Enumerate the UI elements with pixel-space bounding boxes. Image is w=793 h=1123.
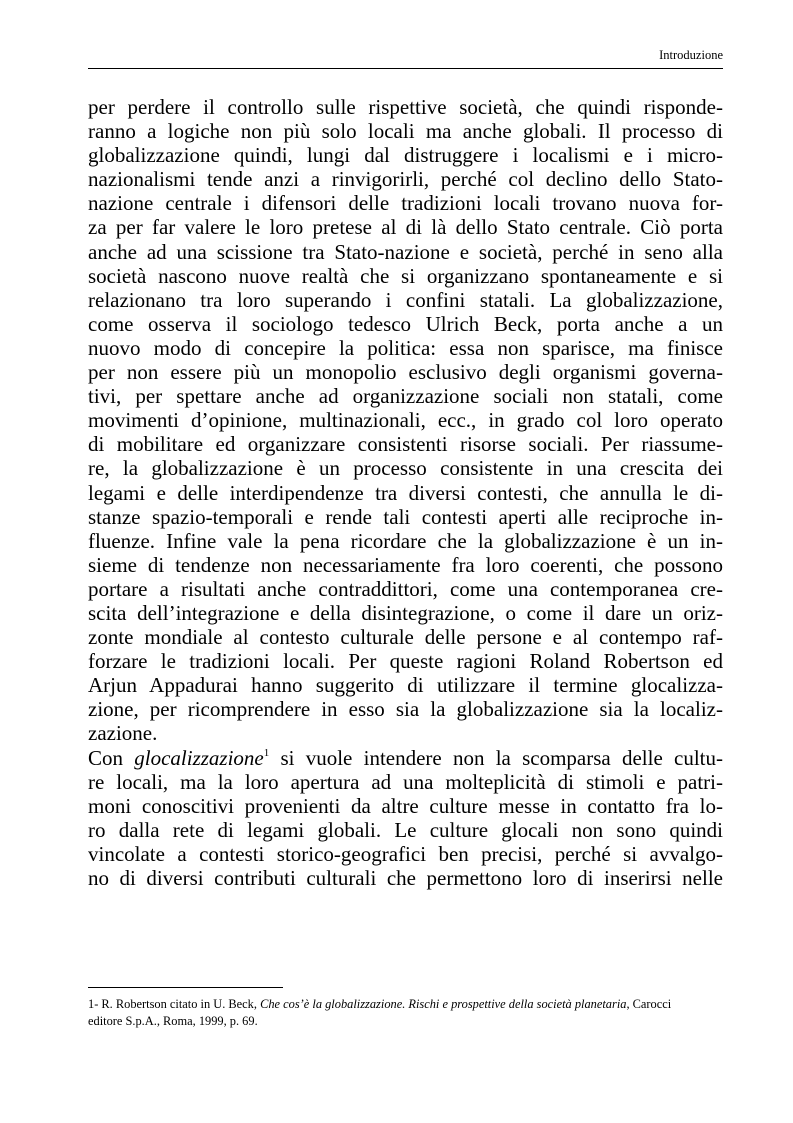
text-line: fluenze. Infine vale la pena ricordare che la globalizzazione è un in- (88, 528, 723, 553)
text-line: zonte mondiale al contesto culturale delle persone e al contempo raf- (88, 625, 723, 650)
text-line: forzare le tradizioni locali. Per queste ragioni Roland Robertson ed (88, 649, 723, 674)
text-line: come osserva il sociologo tedesco Ulrich Beck, porta anche a un (88, 311, 723, 336)
text-line: relazionano tra loro superando i confini statali. La globalizzazione, (88, 287, 723, 312)
running-header (88, 48, 723, 69)
text-line: sieme di tendenze non necessariamente fra loro coerenti, che possono (88, 552, 723, 577)
footnote-ref[interactable]: 1 (263, 746, 270, 759)
text-line: per perdere il controllo sulle rispettive società, che quindi risponde- (88, 95, 723, 119)
footnote-book-title: Che cos’è la globalizzazione. Rischi e prospettive della società planetaria (260, 997, 627, 1011)
text-line: portare a risultati anche contraddittori, come una contemporanea cre- (88, 576, 723, 601)
text-line: nazione centrale i difensori delle tradizioni locali trovano nuova for- (88, 191, 723, 216)
text-line: legami e delle interdipendenze tra diversi contesti, che annulla le di- (88, 480, 723, 505)
text-line: zione, per ricomprendere in esso sia la globalizzazione sia la localiz- (88, 697, 723, 722)
text-line: di mobilitare ed organizzare consistenti risorse sociali. Per riassume- (88, 432, 723, 457)
text-line: per non essere più un monopolio esclusivo degli organismi governa- (88, 360, 723, 385)
text-line: globalizzazione quindi, lungi dal distruggere i localismi e i micro- (88, 143, 723, 168)
text-line: movimenti d’opinione, multinazionali, ecc., in grado col loro operato (88, 408, 723, 433)
text-line: anche ad una scissione tra Stato-nazione e società, perché in seno alla (88, 239, 723, 264)
text-line: moni conoscitivi provenienti da altre culture messe in contatto fra lo- (88, 793, 723, 818)
paragraph-end-line: zazione. (88, 721, 158, 746)
text-line: società nascono nuove realtà che si organizzano spontaneamente e si (88, 263, 723, 288)
glocalizzazione-term: glocalizzazione (134, 745, 264, 770)
paragraph-start-line (88, 746, 723, 770)
text-line: vincolate a contesti storico-geografici ben precisi, perché si avvalgo- (88, 841, 723, 866)
text-span: si vuole intendere non la scomparsa delle cultu- (269, 745, 723, 770)
text-line: stanze spazio-temporali e rende tali contesti aperti alle reciproche in- (88, 504, 723, 529)
footnote-prefix: 1- R. Robertson citato in U. Beck, (88, 997, 261, 1011)
footnote-divider (88, 987, 283, 988)
text-line: scita dell’integrazione e della disintegrazione, o come il dare un oriz- (88, 600, 723, 625)
footnote-suffix: , Carocci (626, 997, 672, 1011)
text-line: ranno a logiche non più solo locali ma anche globali. Il processo di (88, 119, 723, 144)
footnote-line: editore S.p.A., Roma, 1999, p. 69. (88, 1014, 258, 1028)
body-text (88, 95, 723, 890)
header-title: Introduzione (659, 48, 723, 62)
text-line: nazionalismi tende anzi a rinvigorirli, perché col declino dello Stato- (88, 167, 723, 192)
text-line: Arjun Appadurai hanno suggerito di utilizzare il termine glocalizza- (88, 673, 723, 698)
footnote-line (88, 996, 723, 1013)
text-line: ro dalla rete di legami globali. Le culture glocali non sono quindi (88, 817, 723, 842)
text-line: re locali, ma la loro apertura ad una molteplicità di stimoli e patri- (88, 769, 723, 794)
text-line: re, la globalizzazione è un processo consistente in una crescita dei (88, 456, 723, 481)
text-span: Con (88, 745, 135, 770)
text-line: tivi, per spettare anche ad organizzazione sociali non statali, come (88, 384, 723, 409)
text-line: nuovo modo di concepire la politica: essa non sparisce, ma finisce (88, 335, 723, 360)
text-line: no di diversi contributi culturali che permettono loro di inserirsi nelle (88, 866, 723, 890)
footnote (88, 996, 723, 1030)
text-line: za per far valere le loro pretese al di là dello Stato centrale. Ciò porta (88, 215, 723, 240)
